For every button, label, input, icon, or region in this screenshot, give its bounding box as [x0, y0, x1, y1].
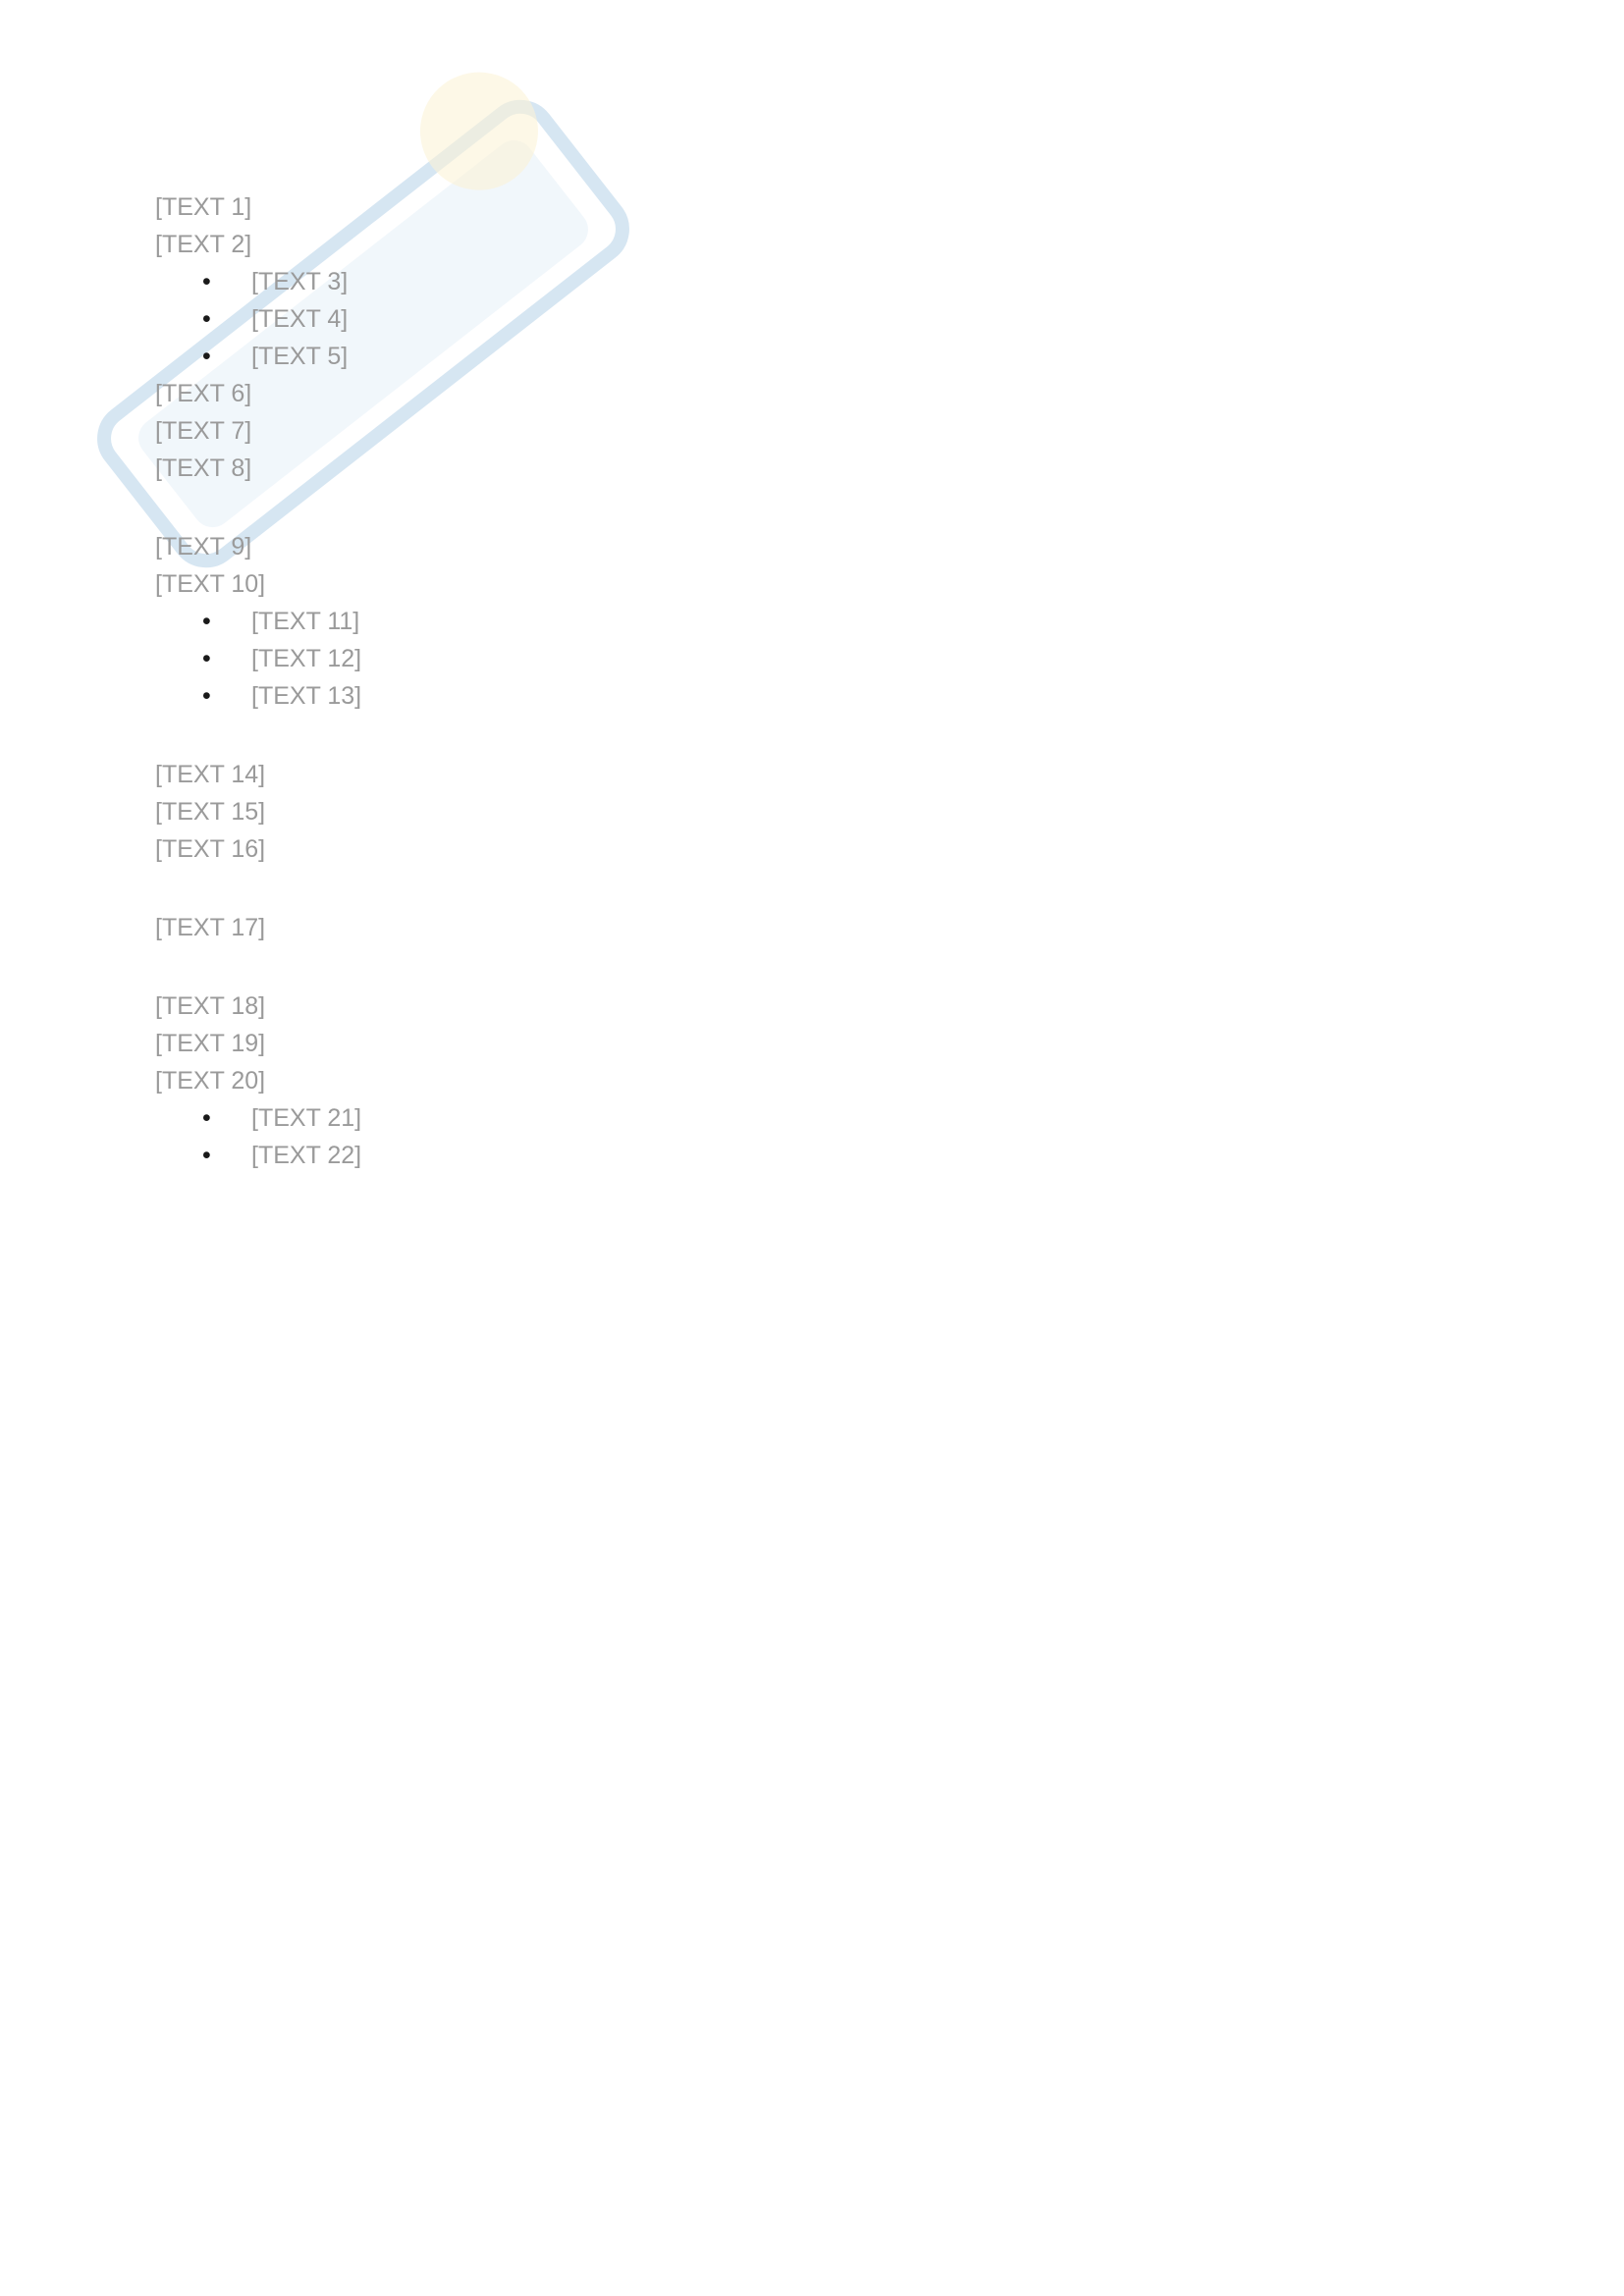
- paragraph: [TEXT 14]: [155, 761, 266, 788]
- list-item: [202, 263, 1471, 300]
- paragraph: [TEXT 17]: [155, 914, 266, 941]
- document-section: [155, 188, 1471, 487]
- list-item: [202, 338, 1471, 375]
- list-item: [202, 1099, 1471, 1137]
- paragraph: [TEXT 19]: [155, 1030, 266, 1057]
- bullet-list: [155, 263, 1471, 375]
- bullet-icon: •: [202, 343, 211, 370]
- list-item-text: [TEXT 21]: [251, 1104, 362, 1132]
- document-section: [155, 909, 1471, 946]
- paragraph: [TEXT 15]: [155, 798, 266, 826]
- list-item-text: [TEXT 22]: [251, 1142, 362, 1169]
- paragraph: [TEXT 16]: [155, 835, 266, 863]
- bullet-icon: •: [202, 1104, 211, 1132]
- document-section: [155, 756, 1471, 868]
- bullet-icon: •: [202, 305, 211, 333]
- bullet-icon: •: [202, 645, 211, 672]
- list-item-text: [TEXT 12]: [251, 645, 362, 672]
- list-item-text: [TEXT 13]: [251, 682, 362, 710]
- paragraph: [TEXT 2]: [155, 231, 252, 258]
- list-item: [202, 603, 1471, 640]
- bullet-icon: •: [202, 682, 211, 710]
- bullet-list: [155, 1099, 1471, 1174]
- paragraph: [TEXT 9]: [155, 533, 252, 561]
- bullet-list: [155, 603, 1471, 715]
- list-item: [202, 640, 1471, 677]
- list-item-text: [TEXT 4]: [251, 305, 349, 333]
- list-item: [202, 677, 1471, 715]
- paragraph: [TEXT 6]: [155, 380, 252, 407]
- bullet-icon: •: [202, 268, 211, 295]
- bullet-icon: •: [202, 1142, 211, 1169]
- bullet-icon: •: [202, 608, 211, 635]
- list-item-text: [TEXT 3]: [251, 268, 349, 295]
- document-section: [155, 528, 1471, 715]
- paragraph: [TEXT 1]: [155, 193, 252, 221]
- paragraph: [TEXT 7]: [155, 417, 252, 445]
- document-page: [155, 177, 1471, 1215]
- paragraph: [TEXT 18]: [155, 992, 266, 1020]
- list-item-text: [TEXT 5]: [251, 343, 349, 370]
- list-item: [202, 300, 1471, 338]
- list-item: [202, 1137, 1471, 1174]
- paragraph: [TEXT 10]: [155, 570, 266, 598]
- document-section: [155, 988, 1471, 1174]
- list-item-text: [TEXT 11]: [251, 608, 360, 635]
- paragraph: [TEXT 20]: [155, 1067, 266, 1095]
- paragraph: [TEXT 8]: [155, 454, 252, 482]
